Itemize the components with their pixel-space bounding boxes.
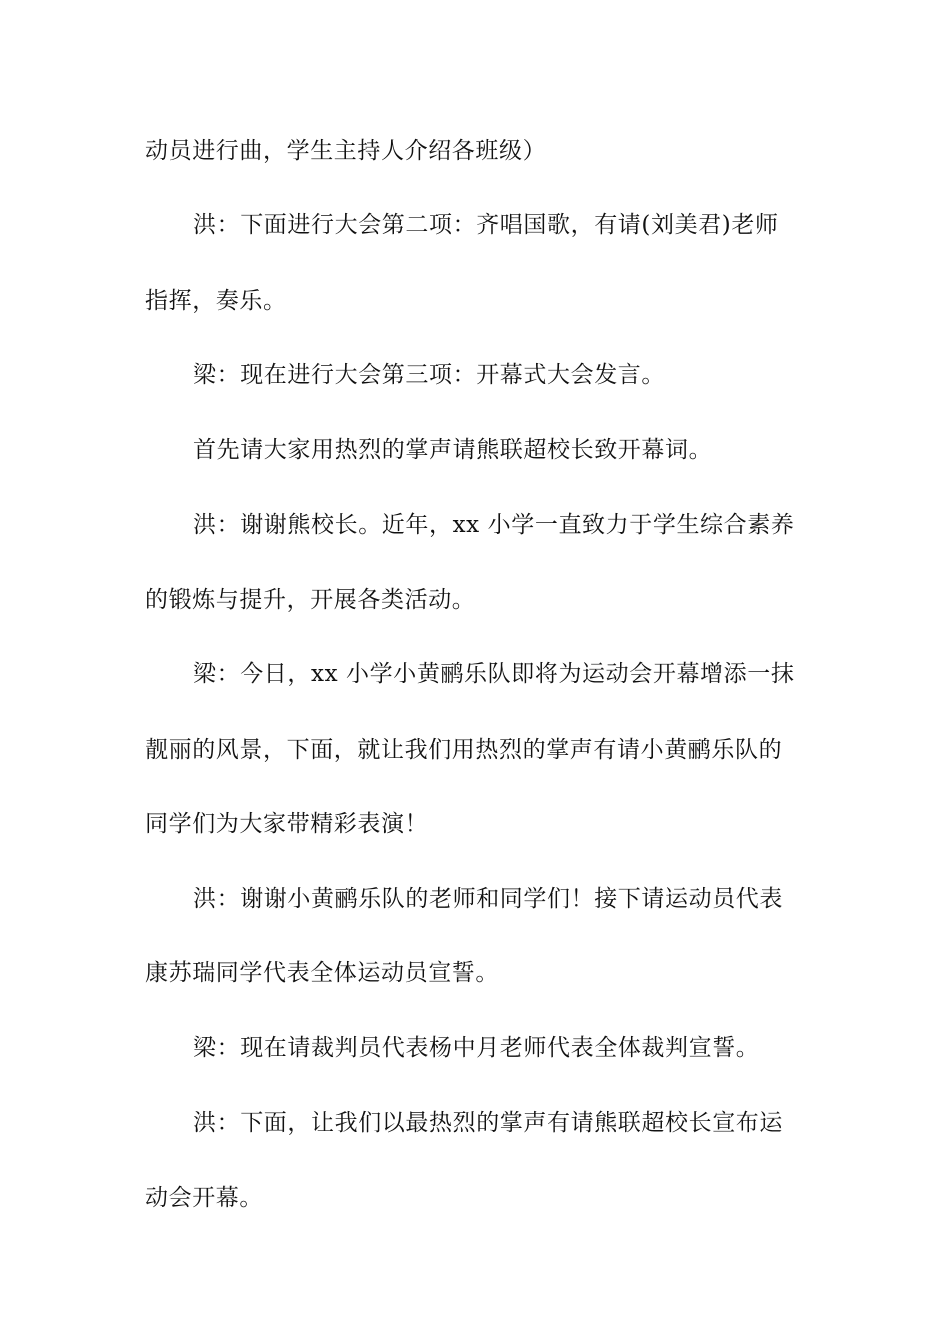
text-line: 洪：下面进行大会第二项：齐唱国歌，有请(刘美君)老师 xyxy=(193,212,779,238)
text-line: 靓丽的风景，下面，就让我们用热烈的掌声有请小黄鹂乐队的 xyxy=(145,737,783,763)
text-line: 指挥，奏乐。 xyxy=(145,288,287,314)
text-line: 首先请大家用热烈的掌声请熊联超校长致开幕词。 xyxy=(193,437,713,463)
text-line: 的锻炼与提升，开展各类活动。 xyxy=(145,587,476,613)
text-line: 洪：谢谢小黄鹂乐队的老师和同学们！接下请运动员代表 xyxy=(193,886,783,912)
text-line: 梁：今日，xx 小学小黄鹂乐队即将为运动会开幕增添一抹 xyxy=(193,661,795,687)
text-line: 梁：现在请裁判员代表杨中月老师代表全体裁判宣誓。 xyxy=(193,1035,760,1061)
text-line: 洪：下面，让我们以最热烈的掌声有请熊联超校长宣布运 xyxy=(193,1110,783,1136)
text-line: 洪：谢谢熊校长。近年，xx 小学一直致力于学生综合素养 xyxy=(193,512,795,538)
text-line: 同学们为大家带精彩表演！ xyxy=(145,811,429,837)
text-line: 动会开幕。 xyxy=(145,1185,263,1211)
text-line: 动员进行曲，学生主持人介绍各班级） xyxy=(145,138,547,164)
text-line: 梁：现在进行大会第三项：开幕式大会发言。 xyxy=(193,362,665,388)
text-line: 康苏瑞同学代表全体运动员宣誓。 xyxy=(145,960,499,986)
